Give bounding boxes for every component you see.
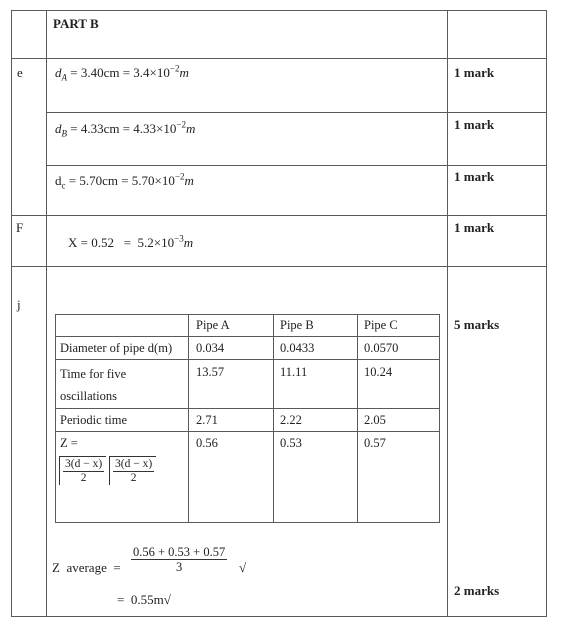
period-pipe-b: 2.22: [280, 413, 302, 427]
diameter-pipe-b: 0.0433: [280, 341, 315, 355]
z-pipe-a: 0.56: [196, 436, 218, 450]
z-formula-num-2: 3(d − x): [113, 458, 154, 472]
z-formula-num: 3(d − x): [63, 458, 104, 472]
mark-d-b: 1 mark: [454, 117, 495, 132]
time-pipe-a: 13.57: [196, 365, 225, 379]
entry-d-b: $d_B = 4.33cm = 4.33\times 10^{-2}m$: [55, 119, 196, 139]
z-formula: [59, 456, 156, 485]
average-denominator: 3: [175, 560, 183, 575]
entry-x: $X = 0.52 = 5.2\times 10^{-3}m$: [68, 233, 194, 250]
mark-average: 2 marks: [454, 583, 500, 598]
header-pipe-c: Pipe C: [364, 318, 398, 332]
period-pipe-a: 2.71: [196, 413, 218, 427]
row-diameter-label: Diameter of pipe d(m): [60, 341, 173, 355]
period-pipe-c: 2.05: [364, 413, 386, 427]
row-z-label: Z =: [60, 436, 78, 450]
row-period-label: Periodic time: [60, 413, 127, 427]
header-pipe-b: Pipe B: [280, 318, 314, 332]
mark-x: 1 mark: [454, 220, 495, 235]
average-fraction: [131, 545, 227, 575]
mark-table: 5 marks: [454, 317, 500, 332]
row-label-e: e: [17, 65, 23, 80]
diameter-pipe-a: 0.034: [196, 341, 225, 355]
average-label: Z average =: [52, 560, 121, 575]
z-pipe-c: 0.57: [364, 436, 386, 450]
mark-d-a: 1 mark: [454, 65, 495, 80]
part-heading: PART B: [53, 16, 99, 31]
diameter-pipe-c: 0.0570: [364, 341, 399, 355]
z-pipe-b: 0.53: [280, 436, 302, 450]
entry-d-c: $d_c = 5.70cm = 5.70\times 10^{-2}m$: [55, 171, 194, 191]
mark-d-c: 1 mark: [454, 169, 495, 184]
average-result: = 0.55m√: [117, 592, 171, 607]
z-formula-den: 2: [80, 472, 87, 485]
row-time-label: Time for five oscillations: [60, 367, 127, 403]
average-tick: √: [239, 560, 247, 575]
average-numerator: 0.56 + 0.53 + 0.57: [133, 545, 226, 559]
header-pipe-a: Pipe A: [196, 318, 230, 332]
row-label-f: F: [16, 220, 24, 235]
row-label-j: j: [17, 297, 21, 312]
time-pipe-c: 10.24: [364, 365, 393, 379]
oscillation-table: [55, 314, 440, 523]
z-formula-den-2: 2: [130, 472, 137, 485]
time-pipe-b: 11.11: [280, 365, 308, 379]
entry-d-a: $d_A = 3.40cm = 3.4\times 10^{-2}m$: [55, 63, 189, 83]
